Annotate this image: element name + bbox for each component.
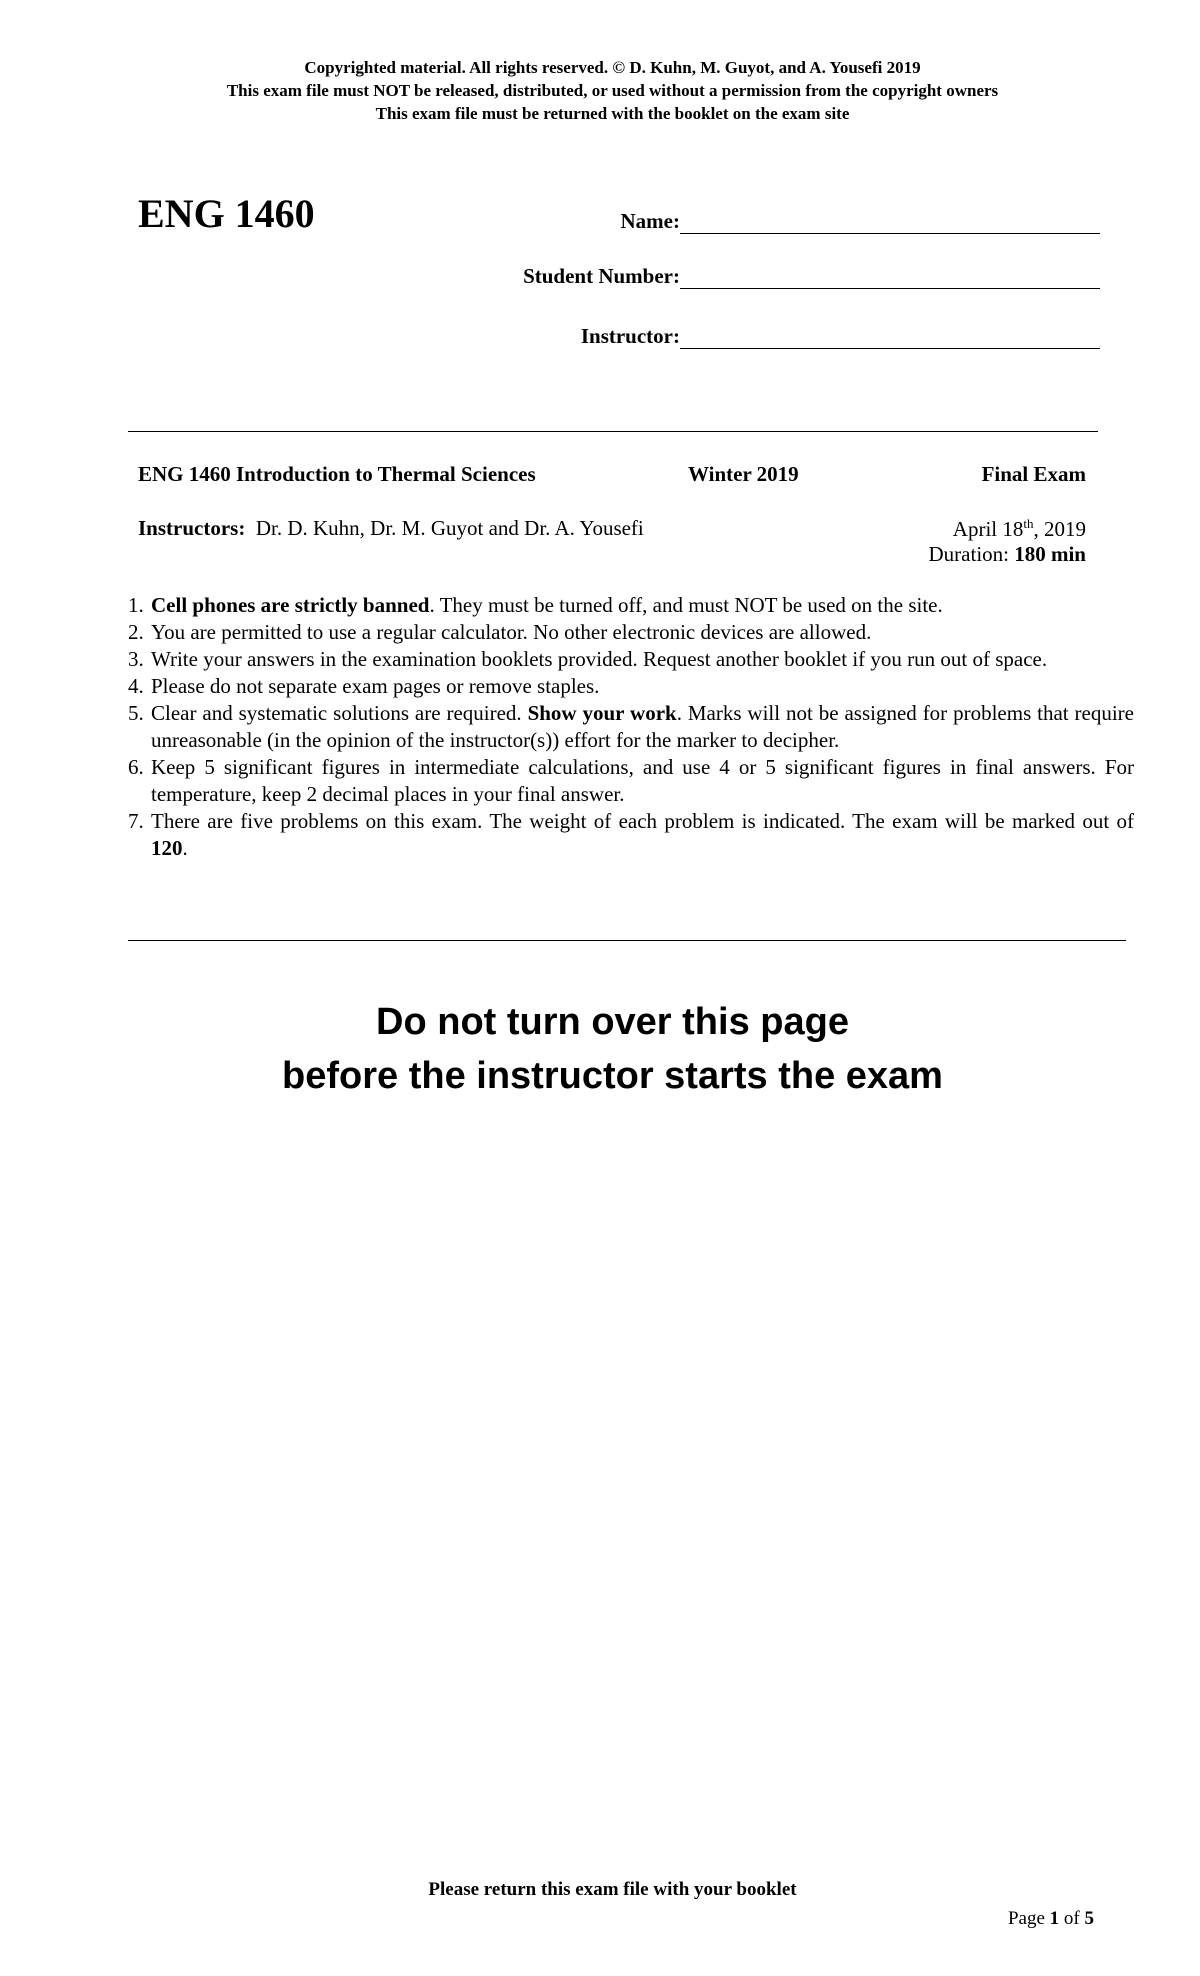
- exam-term: Winter 2019: [688, 462, 799, 486]
- rule-item: [149, 700, 1134, 754]
- exam-date-suffix: th: [1023, 516, 1034, 531]
- course-code-title: ENG 1460: [138, 191, 315, 236]
- instructors-names: Dr. D. Kuhn, Dr. M. Guyot and Dr. A. Yousefi: [255, 516, 644, 540]
- exam-duration: [929, 542, 1087, 566]
- notice-line-1: Do not turn over this page: [376, 1001, 849, 1043]
- instructor-label: Instructor:: [580, 324, 680, 348]
- page-number: [1008, 1908, 1094, 1930]
- page-prefix: Page: [1007, 1908, 1050, 1929]
- rule-item: 3. Write your answers in the examination booklets provided. Request another booklet if you run out of space.: [149, 646, 1134, 673]
- do-not-turn-notice: [0, 995, 1200, 1103]
- name-label: Name:: [620, 209, 680, 233]
- page-current: 1: [1049, 1908, 1060, 1929]
- rule-5-bold: Show your work: [527, 701, 677, 725]
- rule-7-bold: 120: [151, 836, 183, 860]
- student-number-label: Student Number:: [523, 264, 680, 288]
- page-of: of: [1059, 1908, 1085, 1929]
- instructors-text: [138, 516, 644, 541]
- return-instruction: Please return this exam file with your booklet: [428, 1879, 797, 1900]
- rule-5-text-pre: Clear and systematic solutions are required.: [151, 701, 528, 725]
- rule-item: [149, 592, 1134, 619]
- instructor-field[interactable]: [360, 315, 1100, 355]
- exam-date-block: [929, 516, 1087, 567]
- rule-1-text: . They must be turned off, and must NOT be used on the site.: [429, 593, 943, 617]
- rule-item: 6. Keep 5 significant figures in intermediate calculations, and use 4 or 5 significant figures in final answers. For temperature, keep 2 decimal places in your final answer.: [149, 754, 1134, 808]
- name-blank-line[interactable]: [680, 233, 1100, 234]
- course-full-title: ENG 1460 Introduction to Thermal Sciences: [138, 462, 536, 486]
- distribution-warning-line: This exam file must NOT be released, distributed, or used without a permission from the copyright owners: [226, 81, 999, 100]
- instructor-blank-line[interactable]: [680, 348, 1100, 349]
- exam-type: Final Exam: [981, 462, 1086, 486]
- student-number-blank-line[interactable]: [680, 288, 1100, 289]
- exam-date-year: , 2019: [1033, 517, 1086, 541]
- bottom-divider: [128, 940, 1126, 941]
- exam-date-month-day: April 18: [952, 517, 1024, 541]
- copyright-notice: [0, 56, 1200, 125]
- page-total: 5: [1084, 1908, 1094, 1929]
- notice-line-2: before the instructor starts the exam: [282, 1055, 943, 1097]
- exam-rules-list: [112, 592, 1134, 862]
- duration-label: Duration:: [928, 542, 1009, 566]
- rule-1-bold: Cell phones are strictly banned: [151, 593, 430, 617]
- student-number-field[interactable]: [360, 255, 1100, 295]
- exam-date: [953, 517, 1086, 541]
- duration-value: 180 min: [1014, 542, 1086, 566]
- rule-item: [149, 808, 1134, 862]
- instructors-label: Instructors:: [138, 516, 246, 540]
- rule-item: 2. You are permitted to use a regular calculator. No other electronic devices are allowed.: [149, 619, 1134, 646]
- name-field[interactable]: [360, 200, 1100, 240]
- rule-item: 4. Please do not separate exam pages or remove staples.: [149, 673, 1134, 700]
- copyright-line: Copyrighted material. All rights reserved. © D. Kuhn, M. Guyot, and A. Yousefi 2019: [304, 58, 921, 77]
- rule-5-text-post: . Marks will not be assigned for problems that require unreasonable (in the opinion of the instructor(s)) effort for the marker to decipher.: [151, 701, 1134, 752]
- rule-7-text-pre: There are five problems on this exam. The weight of each problem is indicated. The exam will be marked out of: [151, 809, 1134, 833]
- return-warning-line: This exam file must be returned with the booklet on the exam site: [375, 104, 850, 123]
- rule-7-text-post: .: [182, 836, 188, 860]
- top-divider: [128, 431, 1098, 432]
